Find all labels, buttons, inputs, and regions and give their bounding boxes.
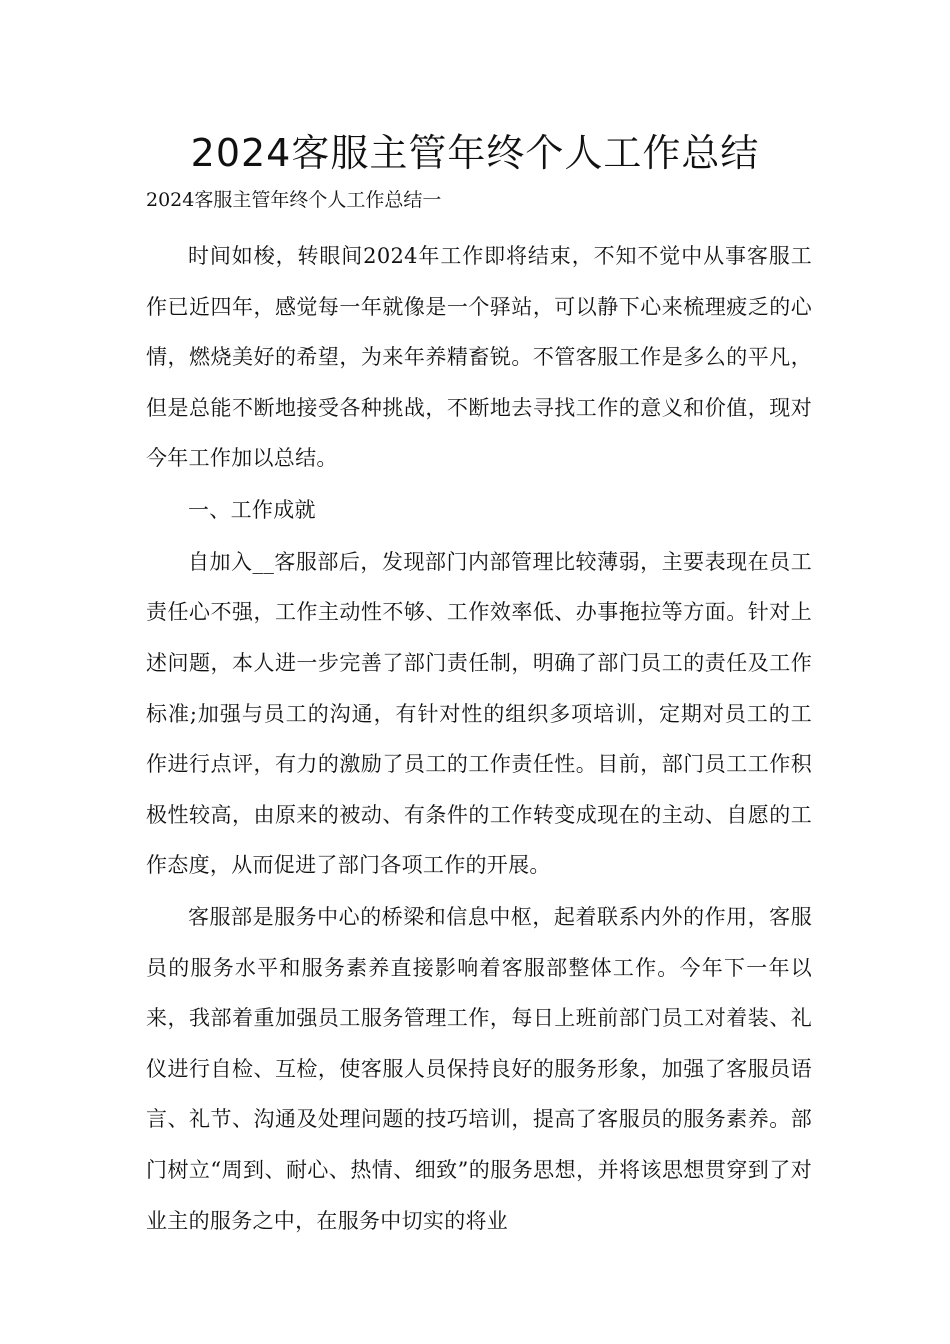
- document-title: 2024客服主管年终个人工作总结: [190, 131, 760, 175]
- paragraph-intro: 时间如梭，转眼间2024年工作即将结束，不知不觉中从事客服工作已近四年，感觉每一年就像是一个驿站，可以静下心来梳理疲乏的心情，燃烧美好的希望，为来年养精畜锐。不管客服工作是多么的平凡，但是总能不断地接受各种挑战，不断地去寻找工作的意义和价值，现对今年工作加以总结。: [146, 244, 812, 471]
- document-subtitle: 2024客服主管年终个人工作总结一: [146, 189, 442, 211]
- paragraph-service: 客服部是服务中心的桥梁和信息中枢，起着联系内外的作用，客服员的服务水平和服务素养直接影响着客服部整体工作。今年下一年以来，我部着重加强员工服务管理工作，每日上班前部门员工对着装、礼仪进行自检、互检，使客服人员保持良好的服务形象，加强了客服员语言、礼节、沟通及处理问题的技巧培训，提高了客服员的服务素养。部门树立“周到、耐心、热情、细致”的服务思想，并将该思想贯穿到了对业主的服务之中，在服务中切实的将业: [146, 905, 812, 1233]
- section-heading-achievements: 一、工作成就: [188, 498, 316, 523]
- document-body: [146, 231, 812, 1247]
- paragraph-management: 自加入__客服部后，发现部门内部管理比较薄弱，主要表现在员工责任心不强，工作主动性不够、工作效率低、办事拖拉等方面。针对上述问题，本人进一步完善了部门责任制，明确了部门员工的责任及工作标准;加强与员工的沟通，有针对性的组织多项培训，定期对员工的工作进行点评，有力的激励了员工的工作责任性。目前，部门员工工作积极性较高，由原来的被动、有条件的工作转变成现在的主动、自愿的工作态度，从而促进了部门各项工作的开展。: [146, 549, 812, 878]
